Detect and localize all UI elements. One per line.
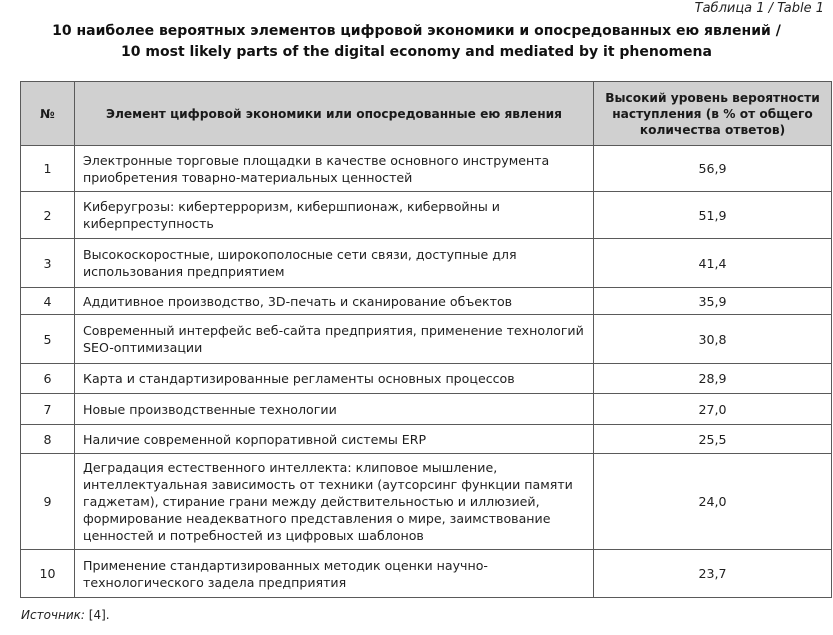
source-label: Источник: (21, 608, 85, 622)
table-row (21, 364, 832, 394)
table-row (21, 454, 832, 550)
row-number: 7 (21, 394, 75, 425)
title-english: 10 most likely parts of the digital economy and mediated by it phenomena (121, 44, 712, 60)
row-number: 10 (21, 550, 75, 598)
row-number: 2 (21, 192, 75, 239)
row-value: 56,9 (594, 146, 832, 192)
table-row (21, 146, 832, 192)
row-element: Современный интерфейс веб-сайта предприятия, применение технологий SEO-оптимизации (75, 315, 594, 364)
row-value: 27,0 (594, 394, 832, 425)
title-russian: 10 наиболее вероятных элементов цифровой экономики и опосредованных ею явлений / (52, 23, 781, 39)
row-element: Высокоскоростные, широкополосные сети связи, доступные для использования предприятием (75, 239, 594, 288)
table-row (21, 394, 832, 425)
table-row (21, 239, 832, 288)
row-element: Электронные торговые площадки в качестве основного инструмента приобретения товарно-материальных ценностей (75, 146, 594, 192)
row-value: 30,8 (594, 315, 832, 364)
table-row (21, 315, 832, 364)
header-row (21, 82, 832, 146)
row-value: 35,9 (594, 288, 832, 315)
row-number: 5 (21, 315, 75, 364)
row-element: Аддитивное производство, 3D-печать и сканирование объектов (75, 288, 594, 315)
row-number: 1 (21, 146, 75, 192)
data-table (20, 81, 832, 598)
row-number: 9 (21, 454, 75, 550)
row-element: Применение стандартизированных методик оценки научно-технологического задела предприятия (75, 550, 594, 598)
row-element: Киберугрозы: кибертерроризм, кибершпионаж, кибервойны и киберпреступность (75, 192, 594, 239)
row-element: Наличие современной корпоративной системы ERP (75, 425, 594, 454)
row-number: 8 (21, 425, 75, 454)
row-element: Карта и стандартизированные регламенты основных процессов (75, 364, 594, 394)
table-row (21, 425, 832, 454)
row-element: Деградация естественного интеллекта: клиповое мышление, интеллектуальная зависимость от техники (аутсорсинг функции памяти гаджетам), стирание грани между действительностью и иллюзией, формирование неадекватного представления о мире, заимствование ценностей и потребностей из цифровых шаблонов (75, 454, 594, 550)
table-row (21, 192, 832, 239)
table-title (0, 21, 833, 63)
row-number: 4 (21, 288, 75, 315)
source-note (21, 608, 110, 622)
row-element: Новые производственные технологии (75, 394, 594, 425)
row-number: 3 (21, 239, 75, 288)
table-label: Таблица 1 / Table 1 (694, 1, 824, 16)
row-value: 23,7 (594, 550, 832, 598)
row-value: 28,9 (594, 364, 832, 394)
header-number: № (21, 82, 75, 146)
row-value: 24,0 (594, 454, 832, 550)
table-row (21, 288, 832, 315)
header-element: Элемент цифровой экономики или опосредованные ею явления (75, 82, 594, 146)
row-value: 51,9 (594, 192, 832, 239)
row-number: 6 (21, 364, 75, 394)
header-probability: Высокий уровень вероятности наступления (в % от общего количества ответов) (594, 82, 832, 146)
row-value: 25,5 (594, 425, 832, 454)
table-row (21, 550, 832, 598)
source-reference: [4]. (88, 608, 110, 622)
row-value: 41,4 (594, 239, 832, 288)
